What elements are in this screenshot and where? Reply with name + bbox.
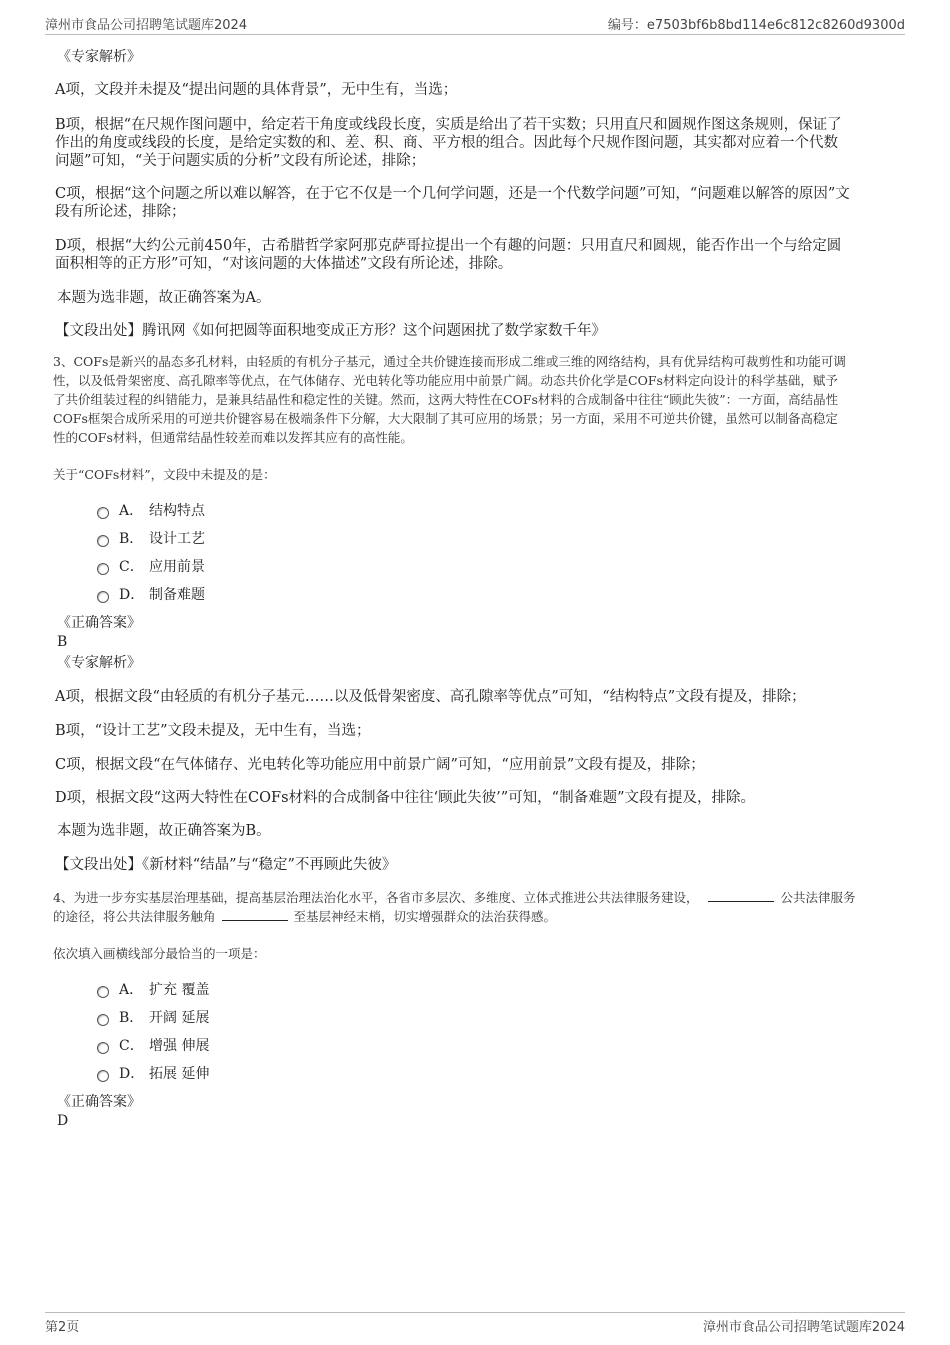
q2-analysis-d-line: D项，根据“大约公元前450年，古希腊哲学家阿那克萨哥拉提出一个有趣的问题：只用直尺和圆规，能否作出一个与给定圆 <box>55 238 842 254</box>
q3-option-c[interactable] <box>97 552 205 580</box>
radio-button-icon[interactable] <box>97 507 109 519</box>
q4-options <box>97 975 209 1087</box>
option-letter: D． <box>119 587 145 603</box>
q4-passage-text: 4、为进一步夯实基层治理基础，提高基层治理法治化水平，各省市多层次、多维度、立体式推进公共法律服务建设， <box>53 890 699 905</box>
q4-passage <box>53 888 898 926</box>
q2-source: 【文段出处】腾讯网《如何把圆等面积地变成正方形？这个问题困扰了数学家数千年》 <box>55 323 606 339</box>
fill-blank-2 <box>222 908 288 921</box>
q3-options <box>97 496 205 608</box>
q2-analysis-d <box>55 237 895 273</box>
q4-passage-line <box>53 888 898 907</box>
option-letter: B． <box>119 531 144 547</box>
q2-analysis-b-line: 作出的角度或线段的长度，是给定实数的和、差、积、商、平方根的组合。因此每个尺规作图问题，其实都对应着一个代数 <box>55 135 838 151</box>
q4-option-c[interactable] <box>97 1031 209 1059</box>
radio-button-icon[interactable] <box>97 1070 109 1082</box>
option-text: 制备难题 <box>149 587 205 603</box>
q2-analysis-b-line: 问题”可知，“关于问题实质的分析”文段有所论述，排除； <box>55 153 426 169</box>
radio-button-icon[interactable] <box>97 535 109 547</box>
q4-option-d[interactable] <box>97 1059 209 1087</box>
page-header <box>45 12 905 35</box>
q3-analysis-b: B项，“设计工艺”文段未提及，无中生有，当选； <box>55 723 371 739</box>
q3-answer: B <box>57 634 68 650</box>
header-code: 编号：e7503bf6b8bd114e6c812c8260d9300d <box>607 18 905 33</box>
q3-option-b[interactable] <box>97 524 205 552</box>
q4-passage-text: 公共法律服务 <box>780 890 856 905</box>
q2-analysis-b-line: B项，根据“在尺规作图问题中，给定若干角度或线段长度，实质是给出了若干实数；只用直尺和圆规作图这条规则，保证了 <box>55 117 842 133</box>
footer-title: 漳州市食品公司招聘笔试题库2024 <box>702 1320 905 1335</box>
page-number: 第2页 <box>45 1320 80 1335</box>
q2-conclusion: 本题为选非题，故正确答案为A。 <box>57 290 271 306</box>
radio-button-icon[interactable] <box>97 1014 109 1026</box>
q3-passage-line: 了共价组装过程的纠错能力，是兼具结晶性和稳定性的关键。然而，这两大特性在COFs材料的合成制备中往往“顾此失彼”：一方面，高结晶性 <box>53 392 839 407</box>
q3-analysis-c: C项，根据文段“在气体储存、光电转化等功能应用中前景广阔”可知，“应用前景”文段有提及，排除； <box>55 757 705 773</box>
radio-button-icon[interactable] <box>97 986 109 998</box>
fill-blank-1 <box>708 889 774 902</box>
option-letter: A． <box>119 503 144 519</box>
option-text: 应用前景 <box>149 559 205 575</box>
q4-passage-text: 的途径，将公共法律服务触角 <box>53 909 216 924</box>
q4-passage-text: 至基层神经末梢，切实增强群众的法治获得感。 <box>293 909 556 924</box>
option-text: 扩充 覆盖 <box>149 982 210 998</box>
q3-option-a[interactable] <box>97 496 205 524</box>
radio-button-icon[interactable] <box>97 563 109 575</box>
q2-analysis-title: 《专家解析》 <box>57 49 141 65</box>
q3-conclusion: 本题为选非题，故正确答案为B。 <box>57 823 271 839</box>
option-text: 开阔 延展 <box>149 1010 210 1026</box>
header-title: 漳州市食品公司招聘笔试题库2024 <box>45 18 248 33</box>
radio-button-icon[interactable] <box>97 591 109 603</box>
option-text: 拓展 延伸 <box>149 1066 210 1082</box>
q3-passage-line: 3、COFs是新兴的晶态多孔材料，由轻质的有机分子基元，通过全共价键连接而形成二维或三维的网络结构，具有优异结构可裁剪性和功能可调 <box>53 354 846 369</box>
q3-answer-title: 《正确答案》 <box>57 615 141 631</box>
option-letter: C． <box>119 1038 144 1054</box>
option-text: 增强 伸展 <box>149 1038 210 1054</box>
q3-analysis-title: 《专家解析》 <box>57 655 141 671</box>
q3-passage <box>53 352 898 447</box>
page-footer <box>45 1312 905 1337</box>
q3-passage-line: 性的COFs材料，但通常结晶性较差而难以发挥其应有的高性能。 <box>53 430 413 445</box>
q3-source: 【文段出处】《新材料“结晶”与“稳定”不再顾此失彼》 <box>55 857 397 873</box>
q3-passage-line: 性，以及低骨架密度、高孔隙率等优点，在气体储存、光电转化等功能应用中前景广阔。动态共价化学是COFs材料定向设计的科学基础，赋予 <box>53 373 838 388</box>
option-letter: C． <box>119 559 144 575</box>
q2-analysis-c-line: 段有所论述，排除； <box>55 204 186 220</box>
radio-button-icon[interactable] <box>97 1042 109 1054</box>
q3-question: 关于“COFs材料”，文段中未提及的是： <box>53 467 276 482</box>
q2-analysis-c <box>55 185 895 221</box>
option-letter: B． <box>119 1010 144 1026</box>
q4-answer: D <box>57 1113 69 1129</box>
q4-option-a[interactable] <box>97 975 209 1003</box>
q4-option-b[interactable] <box>97 1003 209 1031</box>
q2-analysis-c-line: C项，根据“这个问题之所以难以解答，在于它不仅是一个几何学问题，还是一个代数学问题”可知，“问题难以解答的原因”文 <box>55 186 850 202</box>
q2-analysis-b <box>55 116 895 170</box>
option-text: 结构特点 <box>149 503 205 519</box>
q4-answer-title: 《正确答案》 <box>57 1094 141 1110</box>
option-letter: A． <box>119 982 144 998</box>
q3-option-d[interactable] <box>97 580 205 608</box>
q4-question: 依次填入画横线部分最恰当的一项是： <box>53 946 266 961</box>
q2-analysis-a: A项，文段并未提及“提出问题的具体背景”，无中生有，当选； <box>55 82 458 98</box>
q3-analysis-d: D项，根据文段“这两大特性在COFs材料的合成制备中往往‘顾此失彼’”可知，“制备难题”文段有提及，排除。 <box>55 790 755 806</box>
q3-analysis-a: A项，根据文段“由轻质的有机分子基元……以及低骨架密度、高孔隙率等优点”可知，“结构特点”文段有提及，排除； <box>55 689 806 705</box>
q4-passage-line <box>53 907 898 926</box>
option-letter: D． <box>119 1066 145 1082</box>
q3-passage-line: COFs框架合成所采用的可逆共价键容易在极端条件下分解，大大限制了其可应用的场景；另一方面，采用不可逆共价键，虽然可以制备高稳定 <box>53 411 838 426</box>
q2-analysis-d-line: 面积相等的正方形”可知，“对该问题的大体描述”文段有所论述，排除。 <box>55 256 513 272</box>
option-text: 设计工艺 <box>149 531 205 547</box>
